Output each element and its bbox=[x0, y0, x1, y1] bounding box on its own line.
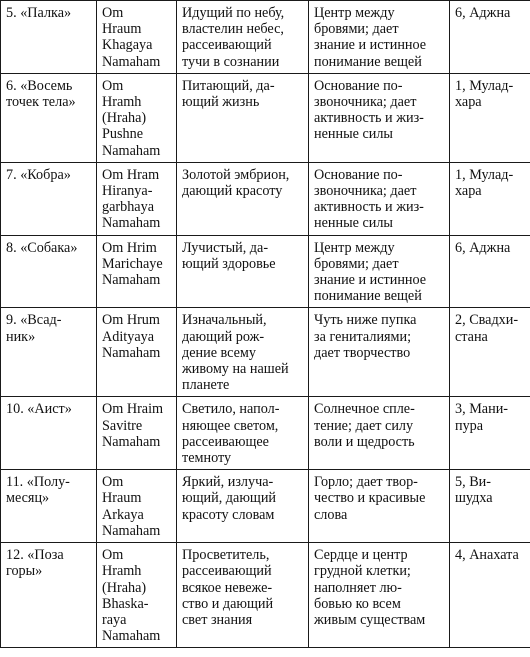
cell-line: Namaham bbox=[102, 215, 161, 232]
cell-line: Просветитель, bbox=[182, 547, 270, 564]
effect-cell bbox=[309, 235, 450, 308]
cell-line: живому на нашей bbox=[182, 361, 289, 378]
cell-line: дает творчество bbox=[314, 344, 411, 361]
cell-line: Центр между bbox=[314, 239, 395, 256]
chakra-cell bbox=[450, 308, 530, 397]
table-row bbox=[1, 1, 530, 74]
cell-line: Горло; дает твор- bbox=[314, 474, 418, 491]
pose-cell bbox=[1, 397, 97, 470]
cell-line: Savitre bbox=[102, 417, 143, 434]
table-body bbox=[1, 1, 530, 648]
meaning-cell bbox=[177, 470, 309, 543]
cell-line: Om bbox=[102, 474, 124, 491]
cell-line: Bhaska- bbox=[102, 595, 149, 612]
cell-line: Namaham bbox=[102, 344, 161, 361]
cell-line: Pushne bbox=[102, 126, 143, 143]
cell-line: 11. «Полу- bbox=[6, 474, 70, 491]
cell-line: Идущий по небу, bbox=[182, 5, 285, 21]
cell-line: Marichaye bbox=[102, 255, 163, 272]
cell-line: хара bbox=[455, 183, 482, 200]
cell-line: 6. «Восемь bbox=[6, 77, 73, 94]
meaning-cell bbox=[177, 543, 309, 648]
chakra-cell bbox=[450, 235, 530, 308]
cell-line: бровями; дает bbox=[314, 255, 399, 272]
cell-line: Khagaya bbox=[102, 37, 153, 54]
chakra-cell bbox=[450, 397, 530, 470]
cell-line: Om bbox=[102, 77, 124, 94]
cell-line: месяц» bbox=[6, 490, 50, 507]
cell-line: 1, Мулад- bbox=[455, 166, 514, 183]
mantra-cell bbox=[97, 397, 177, 470]
cell-line: активность и жиз- bbox=[314, 199, 424, 216]
pose-cell bbox=[1, 470, 97, 543]
cell-line: Hraum bbox=[102, 490, 142, 507]
cell-line: ющий, дающий bbox=[182, 490, 277, 507]
cell-line: Изначальный, bbox=[182, 312, 267, 329]
cell-line: Adityaya bbox=[102, 328, 155, 345]
cell-line: живым существам bbox=[314, 611, 426, 628]
mantra-cell bbox=[97, 73, 177, 162]
cell-line: Питающий, да- bbox=[182, 77, 275, 94]
cell-line: знание и истинное bbox=[314, 272, 427, 289]
cell-line: 2, Свадхи- bbox=[455, 312, 519, 329]
cell-line: (Hraha) bbox=[102, 579, 147, 596]
cell-line: Hraum bbox=[102, 21, 142, 38]
cell-line: дающий красоту bbox=[182, 183, 283, 200]
cell-line: слова bbox=[314, 506, 348, 523]
mantra-cell bbox=[97, 1, 177, 74]
table-row bbox=[1, 308, 530, 397]
meaning-cell bbox=[177, 397, 309, 470]
cell-line: свет знания bbox=[182, 611, 253, 628]
cell-line: ющий жизнь bbox=[182, 94, 260, 111]
meaning-cell bbox=[177, 235, 309, 308]
cell-line: Namaham bbox=[102, 142, 161, 159]
cell-line: звоночника; дает bbox=[314, 94, 417, 111]
cell-line: 4, Анахата bbox=[455, 547, 519, 564]
cell-line: чество и красивые bbox=[314, 490, 426, 507]
cell-line: Namaham bbox=[102, 433, 161, 450]
cell-line: рассеивающее bbox=[182, 433, 269, 450]
chakra-cell bbox=[450, 73, 530, 162]
cell-line: Светило, напол- bbox=[182, 401, 280, 418]
table-row bbox=[1, 397, 530, 470]
cell-line: 1, Мулад- bbox=[455, 77, 514, 94]
cell-line: Hramh bbox=[102, 563, 142, 580]
cell-line: 7. «Кобра» bbox=[6, 166, 71, 183]
cell-line: Яркий, излуча- bbox=[182, 474, 274, 491]
chakra-cell bbox=[450, 470, 530, 543]
cell-line: Om Hram bbox=[102, 166, 160, 183]
cell-line: понимание вещей bbox=[314, 53, 422, 70]
cell-line: темноту bbox=[182, 450, 232, 467]
meaning-cell bbox=[177, 308, 309, 397]
cell-line: Namaham bbox=[102, 53, 161, 70]
cell-line: 8. «Собака» bbox=[6, 239, 78, 256]
cell-line: знание и истинное bbox=[314, 37, 427, 54]
cell-line: горы» bbox=[6, 563, 43, 580]
mantra-cell bbox=[97, 470, 177, 543]
cell-line: бровями; дает bbox=[314, 21, 399, 38]
chakra-cell bbox=[450, 543, 530, 648]
cell-line: активность и жиз- bbox=[314, 110, 424, 127]
pose-cell bbox=[1, 308, 97, 397]
pose-cell bbox=[1, 543, 97, 648]
cell-line: Hiranya- bbox=[102, 183, 153, 200]
cell-line: рассеивающий bbox=[182, 563, 272, 580]
cell-line: пура bbox=[455, 417, 484, 434]
cell-line: планете bbox=[182, 377, 230, 394]
cell-line: Сердце и центр bbox=[314, 547, 408, 564]
cell-line: рассеивающий bbox=[182, 37, 272, 54]
cell-line: Namaham bbox=[102, 272, 161, 289]
cell-line: Золотой эмбрион, bbox=[182, 166, 290, 183]
mantra-cell bbox=[97, 543, 177, 648]
cell-line: Om bbox=[102, 5, 124, 21]
chakra-cell bbox=[450, 1, 530, 74]
cell-line: Namaham bbox=[102, 628, 161, 645]
cell-line: Om Hraim bbox=[102, 401, 164, 418]
cell-line: воли и щедрость bbox=[314, 433, 415, 450]
cell-line: ющий здоровье bbox=[182, 255, 276, 272]
cell-line: Namaham bbox=[102, 522, 161, 539]
cell-line: 6, Аджна bbox=[455, 5, 511, 21]
table-row bbox=[1, 235, 530, 308]
table-row bbox=[1, 162, 530, 235]
cell-line: Лучистый, да- bbox=[182, 239, 269, 256]
cell-line: бовью ко всем bbox=[314, 595, 401, 612]
cell-line: Центр между bbox=[314, 5, 395, 21]
cell-line: точек тела» bbox=[6, 94, 76, 111]
cell-line: ненные силы bbox=[314, 215, 393, 232]
cell-line: 6, Аджна bbox=[455, 239, 511, 256]
mantra-cell bbox=[97, 308, 177, 397]
cell-line: Arkaya bbox=[102, 506, 144, 523]
cell-line: Основание по- bbox=[314, 77, 403, 94]
meaning-cell bbox=[177, 73, 309, 162]
cell-line: 10. «Аист» bbox=[6, 401, 72, 418]
cell-line: Солнечное спле- bbox=[314, 401, 415, 418]
mantra-cell bbox=[97, 162, 177, 235]
cell-line: няющее светом, bbox=[182, 417, 279, 434]
cell-line: за гениталиями; bbox=[314, 328, 412, 345]
cell-line: 9. «Всад- bbox=[6, 312, 62, 329]
pose-cell bbox=[1, 1, 97, 74]
cell-line: тение; дает силу bbox=[314, 417, 414, 434]
cell-line: властелин небес, bbox=[182, 21, 284, 38]
cell-line: понимание вещей bbox=[314, 288, 422, 305]
cell-line: красоту словам bbox=[182, 506, 275, 523]
cell-line: Om bbox=[102, 547, 124, 564]
effect-cell bbox=[309, 1, 450, 74]
effect-cell bbox=[309, 397, 450, 470]
table-row bbox=[1, 543, 530, 648]
effect-cell bbox=[309, 543, 450, 648]
cell-line: всякое невеже- bbox=[182, 579, 273, 596]
meaning-cell bbox=[177, 1, 309, 74]
cell-line: звоночника; дает bbox=[314, 183, 417, 200]
pose-cell bbox=[1, 235, 97, 308]
cell-line: Чуть ниже пупка bbox=[314, 312, 417, 329]
cell-line: дение всему bbox=[182, 344, 256, 361]
cell-line: ство и дающий bbox=[182, 595, 274, 612]
cell-line: 12. «Поза bbox=[6, 547, 64, 564]
effect-cell bbox=[309, 162, 450, 235]
table-row bbox=[1, 73, 530, 162]
cell-line: garbhaya bbox=[102, 199, 154, 216]
cell-line: Om Hrim bbox=[102, 239, 157, 256]
cell-line: наполняет лю- bbox=[314, 579, 402, 596]
meaning-cell bbox=[177, 162, 309, 235]
cell-line: raya bbox=[102, 611, 127, 628]
cell-line: 5. «Палка» bbox=[6, 5, 72, 21]
cell-line: дающий рож- bbox=[182, 328, 265, 345]
cell-line: шудха bbox=[455, 490, 493, 507]
table-row bbox=[1, 470, 530, 543]
cell-line: 5, Ви- bbox=[455, 474, 491, 491]
cell-line: грудной клетки; bbox=[314, 563, 411, 580]
cell-line: хара bbox=[455, 94, 482, 111]
cell-line: ник» bbox=[6, 328, 36, 345]
cell-line: (Hraha) bbox=[102, 110, 147, 127]
cell-line: тучи в сознании bbox=[182, 53, 280, 70]
cell-line: стана bbox=[455, 328, 488, 345]
effect-cell bbox=[309, 470, 450, 543]
cell-line: 3, Мани- bbox=[455, 401, 509, 418]
cell-line: Основание по- bbox=[314, 166, 403, 183]
chakra-cell bbox=[450, 162, 530, 235]
effect-cell bbox=[309, 308, 450, 397]
cell-line: Hramh bbox=[102, 94, 142, 111]
effect-cell bbox=[309, 73, 450, 162]
cell-line: ненные силы bbox=[314, 126, 393, 143]
cell-line: Om Hrum bbox=[102, 312, 160, 329]
pose-cell bbox=[1, 162, 97, 235]
mantra-cell bbox=[97, 235, 177, 308]
pose-cell bbox=[1, 73, 97, 162]
